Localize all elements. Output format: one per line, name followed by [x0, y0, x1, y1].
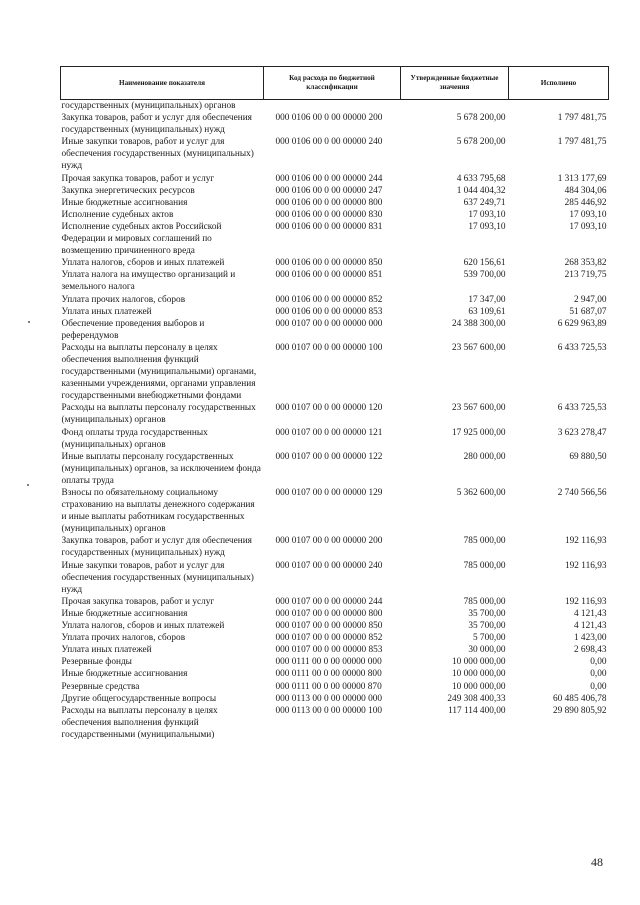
cell-approved: 117 114 400,00 — [448, 705, 506, 716]
cell-executed: 0,00 — [590, 657, 607, 668]
cell-approved: 23 567 600,00 — [452, 403, 506, 414]
cell-executed: 6 629 963,89 — [557, 318, 607, 329]
cell-code: 000 0107 00 0 00 00000 852 — [275, 633, 383, 644]
cell-code: 000 0106 00 0 00 00000 247 — [275, 185, 383, 196]
budget-execution-table — [60, 66, 609, 741]
header-code: Код расхода по бюджетной классификации — [264, 67, 401, 100]
cell-code: 000 0107 00 0 00 00000 000 — [275, 318, 383, 329]
cell-executed: 3 623 278,47 — [557, 427, 607, 438]
cell-executed: 17 093,10 — [569, 221, 607, 232]
cell-executed: 213 719,75 — [564, 270, 607, 281]
table-row — [61, 257, 609, 269]
cell-name: Обеспечение проведения выборов и референдумов — [61, 318, 205, 341]
cell-code: 000 0111 00 0 00 00000 800 — [275, 669, 382, 680]
cell-approved: 35 700,00 — [468, 608, 506, 619]
table-row — [61, 705, 609, 741]
cell-code — [264, 100, 401, 113]
cell-name: Закупка товаров, работ и услуг для обеспечения государственных (муниципальных) нужд — [61, 536, 252, 559]
cell-name: Прочая закупка товаров, работ и услуг — [61, 173, 215, 184]
cell-code: 000 0107 00 0 00 00000 850 — [275, 621, 383, 632]
table-row — [61, 644, 609, 656]
cell-name: Резервные фонды — [61, 657, 132, 668]
cell-code: 000 0106 00 0 00 00000 800 — [275, 197, 383, 208]
cell-executed: 60 485 406,78 — [553, 693, 607, 704]
cell-approved: 30 000,00 — [468, 645, 506, 656]
table-row — [61, 294, 609, 306]
header-approved: Утвержденные бюджетные значения — [401, 67, 509, 100]
table-row — [61, 112, 609, 136]
cell-code: 000 0113 00 0 00 00000 000 — [275, 693, 383, 704]
cell-approved: 10 000 000,00 — [452, 681, 506, 692]
cell-approved: 17 093,10 — [468, 221, 506, 232]
cell-code: 000 0106 00 0 00 00000 851 — [275, 270, 383, 281]
cell-code: 000 0111 00 0 00 00000 000 — [275, 657, 382, 668]
cell-executed: 1 797 481,75 — [557, 137, 607, 148]
cell-name: государственных (муниципальных) органов — [61, 101, 236, 111]
table-row — [61, 596, 609, 608]
header-executed: Исполнено — [509, 67, 609, 100]
cell-executed: 1 423,00 — [573, 633, 607, 644]
cell-code: 000 0107 00 0 00 00000 121 — [275, 427, 383, 438]
cell-approved: 1 044 404,32 — [456, 185, 506, 196]
cell-approved: 17 925 000,00 — [452, 427, 506, 438]
cell-approved: 35 700,00 — [468, 621, 506, 632]
cell-executed: 1 313 177,69 — [557, 173, 607, 184]
cell-name: Иные бюджетные ассигнования — [61, 608, 188, 619]
cell-executed: 1 797 481,75 — [557, 113, 607, 124]
cell-name: Прочая закупка товаров, работ и услуг — [61, 596, 215, 607]
cell-executed: 0,00 — [590, 669, 607, 680]
cell-approved — [401, 100, 509, 113]
table-header-row — [61, 67, 609, 100]
cell-name: Исполнение судебных актов Российской Федерации и мировых соглашений по возмещению причиненного вреда — [61, 221, 222, 257]
cell-name: Уплата налога на имущество организаций и земельного налога — [61, 270, 236, 293]
cell-code: 000 0107 00 0 00 00000 244 — [275, 596, 383, 607]
table-row — [61, 656, 609, 668]
cell-approved: 24 388 300,00 — [452, 318, 506, 329]
cell-code: 000 0107 00 0 00 00000 100 — [275, 342, 383, 353]
cell-name: Уплата налогов, сборов и иных платежей — [61, 621, 225, 632]
cell-name: Уплата прочих налогов, сборов — [61, 294, 186, 305]
cell-name: Резервные средства — [61, 681, 140, 692]
cell-code: 000 0107 00 0 00 00000 240 — [275, 560, 383, 571]
cell-name: Расходы на выплаты персоналу государственных (муниципальных) органов — [61, 403, 256, 426]
cell-executed: 29 890 805,92 — [553, 705, 607, 716]
cell-approved: 249 308 400,33 — [447, 693, 506, 704]
cell-executed: 192 116,93 — [565, 536, 607, 547]
cell-code: 000 0106 00 0 00 00000 240 — [275, 137, 383, 148]
cell-approved: 785 000,00 — [463, 536, 506, 547]
cell-name: Уплата иных платежей — [61, 306, 152, 317]
header-name: Наименование показателя — [61, 67, 264, 100]
cell-code: 000 0113 00 0 00 00000 100 — [275, 705, 383, 716]
table-row — [61, 620, 609, 632]
cell-approved: 4 633 795,68 — [456, 173, 506, 184]
page-number: 48 — [591, 855, 603, 869]
cell-approved: 63 109,61 — [468, 306, 506, 317]
table-row — [61, 197, 609, 209]
cell-code: 000 0106 00 0 00 00000 853 — [275, 306, 383, 317]
cell-name: Другие общегосударственные вопросы — [61, 693, 217, 704]
cell-approved: 539 700,00 — [463, 270, 506, 281]
table-row — [61, 668, 609, 680]
table-row — [61, 306, 609, 318]
cell-approved: 17 347,00 — [468, 294, 506, 305]
scan-speck — [28, 321, 30, 323]
cell-name: Иные закупки товаров, работ и услуг для обеспечения государственных (муниципальных) нужд — [61, 560, 254, 595]
cell-name: Уплата налогов, сборов и иных платежей — [61, 258, 225, 269]
cell-code: 000 0107 00 0 00 00000 122 — [275, 451, 383, 462]
cell-executed: 6 433 725,53 — [557, 403, 607, 414]
cell-executed: 2 740 566,56 — [557, 488, 607, 498]
cell-code: 000 0107 00 0 00 00000 200 — [275, 536, 383, 547]
cell-name: Исполнение судебных актов — [61, 209, 174, 220]
table-row — [61, 632, 609, 644]
table-row — [61, 318, 609, 342]
cell-executed — [509, 100, 609, 113]
cell-code: 000 0106 00 0 00 00000 244 — [275, 173, 383, 184]
cell-approved: 5 678 200,00 — [456, 137, 506, 148]
cell-code: 000 0106 00 0 00 00000 831 — [275, 221, 383, 232]
table-row — [61, 209, 609, 221]
cell-name: Расходы на выплаты персоналу в целях обеспечения выполнения функций государственными (муниципальными) органами, казенными учреждениями, органами управления государственными внебюджетными фондами — [61, 342, 257, 402]
table-row — [61, 173, 609, 185]
cell-approved: 5 678 200,00 — [456, 113, 506, 124]
cell-executed: 285 446,92 — [564, 197, 607, 208]
table-row — [61, 608, 609, 620]
cell-approved: 10 000 000,00 — [452, 669, 506, 680]
cell-code: 000 0106 00 0 00 00000 830 — [275, 209, 383, 220]
cell-executed: 484 304,06 — [564, 185, 607, 196]
cell-code: 000 0107 00 0 00 00000 800 — [275, 608, 383, 619]
table-row — [61, 451, 609, 487]
cell-approved: 10 000 000,00 — [452, 657, 506, 668]
cell-executed: 192 116,93 — [565, 560, 607, 571]
cell-executed: 4 121,43 — [573, 621, 607, 632]
cell-code: 000 0107 00 0 00 00000 120 — [275, 403, 383, 414]
cell-approved: 5 700,00 — [472, 633, 506, 644]
cell-executed: 69 880,50 — [569, 451, 607, 462]
cell-code: 000 0107 00 0 00 00000 129 — [275, 488, 383, 498]
cell-approved: 23 567 600,00 — [452, 342, 506, 353]
cell-name: Закупка товаров, работ и услуг для обеспечения государственных (муниципальных) нужд — [61, 113, 252, 136]
table-row — [61, 681, 609, 693]
table-row — [61, 269, 609, 293]
cell-approved: 785 000,00 — [463, 596, 506, 607]
table-row — [61, 693, 609, 705]
table-row — [61, 487, 609, 535]
cell-code: 000 0106 00 0 00 00000 200 — [275, 113, 383, 124]
table-row — [61, 100, 609, 113]
cell-executed: 2 947,00 — [573, 294, 607, 305]
cell-approved: 5 362 600,00 — [456, 488, 506, 498]
cell-executed: 4 121,43 — [573, 608, 607, 619]
table-row — [61, 560, 609, 596]
table-row — [61, 402, 609, 426]
cell-code: 000 0111 00 0 00 00000 870 — [275, 681, 382, 692]
table-row — [61, 342, 609, 402]
cell-name: Фонд оплаты труда государственных (муниципальных) органов — [61, 427, 208, 450]
table-row — [61, 136, 609, 172]
cell-approved: 785 000,00 — [463, 560, 506, 571]
table-body — [61, 100, 609, 741]
cell-approved: 637 249,71 — [463, 197, 506, 208]
cell-executed: 6 433 725,53 — [557, 342, 607, 353]
cell-name: Взносы по обязательному социальному страхованию на выплаты денежного содержания и иные выплаты работникам государственных (муниципальных) органов — [61, 488, 255, 535]
cell-code: 000 0106 00 0 00 00000 850 — [275, 258, 383, 269]
cell-code: 000 0106 00 0 00 00000 852 — [275, 294, 383, 305]
table-row — [61, 221, 609, 257]
cell-approved: 280 000,00 — [463, 451, 506, 462]
cell-executed: 2 698,43 — [573, 645, 607, 656]
cell-approved: 620 156,61 — [463, 258, 506, 269]
cell-name: Иные бюджетные ассигнования — [61, 197, 188, 208]
cell-executed: 268 353,82 — [564, 258, 607, 269]
cell-name: Иные бюджетные ассигнования — [61, 669, 188, 680]
cell-name: Закупка энергетических ресурсов — [61, 185, 195, 196]
table-row — [61, 427, 609, 451]
cell-approved: 17 093,10 — [468, 209, 506, 220]
cell-name: Иные закупки товаров, работ и услуг для обеспечения государственных (муниципальных) нужд — [61, 137, 254, 172]
table-row — [61, 535, 609, 559]
cell-name: Уплата иных платежей — [61, 645, 152, 656]
cell-executed: 0,00 — [590, 681, 607, 692]
table-row — [61, 185, 609, 197]
cell-name: Иные выплаты персоналу государственных (муниципальных) органов, за исключением фонда оплаты труда — [61, 451, 261, 486]
cell-executed: 192 116,93 — [565, 596, 607, 607]
cell-executed: 51 687,07 — [569, 306, 607, 317]
cell-executed: 17 093,10 — [569, 209, 607, 220]
cell-name: Уплата прочих налогов, сборов — [61, 633, 186, 644]
cell-code: 000 0107 00 0 00 00000 853 — [275, 645, 383, 656]
scan-speck — [27, 484, 29, 486]
cell-name: Расходы на выплаты персоналу в целях обеспечения выполнения функций государственными (муниципальными) — [61, 705, 218, 740]
